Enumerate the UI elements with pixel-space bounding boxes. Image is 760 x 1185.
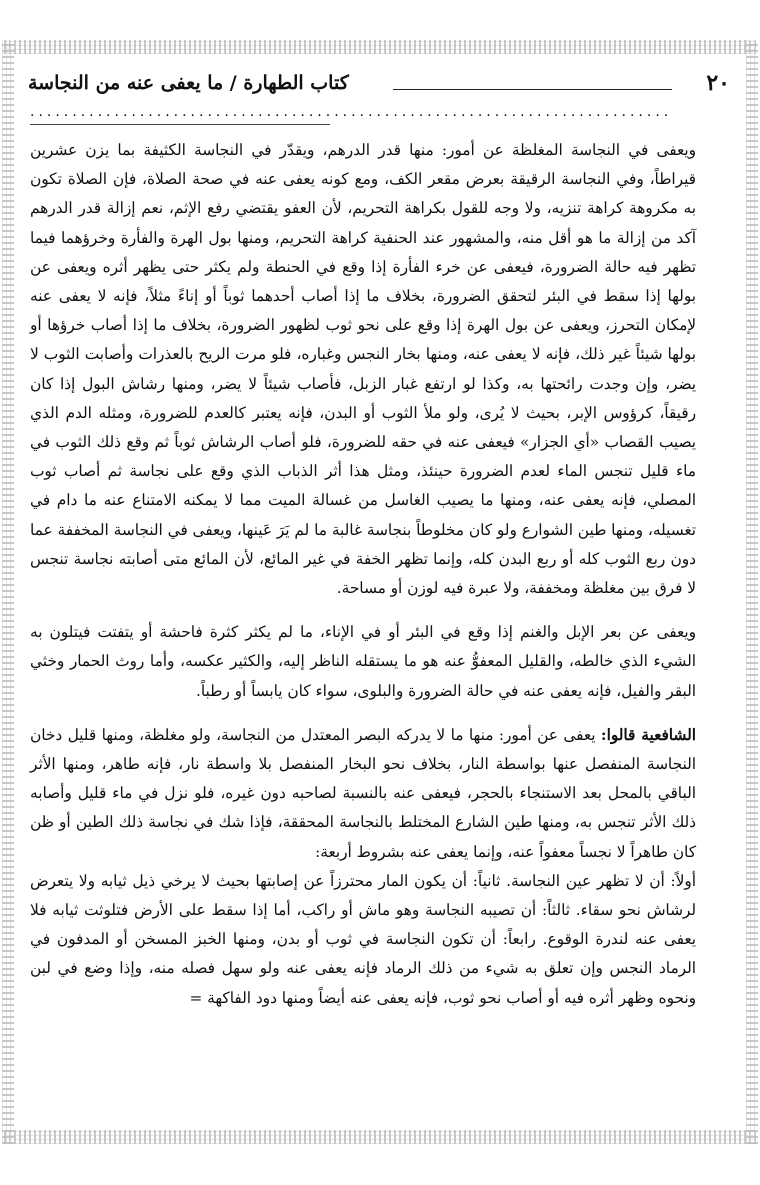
decorative-border-right	[746, 40, 758, 1144]
page-body	[30, 136, 696, 1013]
paragraph-shafii: الشافعية قالوا: يعفى عن أمور: منها ما لا يدركه البصر المعتدل من النجاسة، ولو مغلظة، ومنها قليل دخان النجاسة المنفصل عنها بواسطة النار، بخلاف نحو البخار المنفصل بلا واسطة نار، فإنه طاهر، ومنها الأثر الباقي بالمحل بعد الاستنجاء بالحجر، فيعفى عنه بالنسبة لصاحبه دون غيره، فلو نزل في ماء قليل وأصابه ذلك الأثر تنجس به، ومنها طين الشارع المختلط بالنجاسة المحققة، فإذا شك في نجاسة ذلك الطين أو ظن كان طاهراً لا نجساً معفواً عنه، وإنما يعفى عنه بشروط أربعة:	[30, 725, 696, 861]
page-header	[28, 70, 730, 104]
paragraph-hanafi-mughallaza: ويعفى في النجاسة المغلظة عن أمور: منها قدر الدرهم، ويقدّر في النجاسة الكثيفة بما يزن عشرين قيراطاً، وفي النجاسة الرقيقة بعرض مقعر الكف، ومع كونه يعفى عنه في صحة الصلاة، فإن الصلاة تكون به مكروهة كراهة تنزيه، ولا وجه للقول بكراهة التحريم، لأن العفو يقتضي رفع الإثم، نعم إزالة قدر الدرهم آكد من إزالة ما هو أقل منه، والمشهور عند الحنفية كراهة التحريم، ومنها بول الهرة والفأرة وخرؤهما فيما تظهر فيه حالة الضرورة، فيعفى عن خرء الفأرة إذا وقع في الحنطة ولم يكثر حتى يظهر أثره ويعفى عن بولها إذا سقط في البئر لتحقق الضرورة، بخلاف ما إذا أصاب أحدهما ثوباً أو إناءً مثلاً، فإنه لا يعفى عنه لإمكان التحرز، ويعفى عن بول الهرة إذا وقع على نحو ثوب لظهور الضرورة، بخلاف ما إذا أصاب خرؤها أو بولها شيئاً غير ذلك، فإنه لا يعفى عنه، ومنها بخار النجس وغباره، فلو مرت الريح بالعذرات وأصابت الثوب لا يضر، وإن وجدت رائحتها به، وكذا لو ارتفع غبار الزبل، فأصاب شيئاً لا يضر، ومنها رشاش البول إذا كان رقيقاً، كرؤوس الإبر، بحيث لا يُرى، ولو ملأ الثوب أو البدن، فإنه يعتبر كالعدم للضرورة، ومثله الدم الذي يصيب القصاب «أي الجزار» فيعفى عنه في حقه للضرورة، فلو أصاب الرشاش ثوباً ثم وقع ذلك الثوب في ماء قليل تنجس الماء لعدم الضرورة حينئذ، ومثل هذا أثر الذباب الذي وقع على نجاسة ثم أصاب ثوب المصلي، فإنه يعفى عنه، ومنها ما يصيب الغاسل من غسالة الميت مما لا يمكنه الامتناع عنه ما دام في تغسيله، ومنها طين الشوارع ولو كان مخلوطاً بنجاسة غالبة ما لم يَرَ عَينها، ويعفى في النجاسة المخففة عما دون ربع الثوب كله أو ربع البدن كله، وإنما تظهر الخفة في غير المائع، لأن المائع متى أصابته نجاسة تنجس لا فرق بين مغلظة ومخففة، ولا عبرة فيه لوزن أو مساحة.	[30, 141, 696, 598]
decorative-border-top	[4, 40, 756, 54]
header-rule	[393, 89, 672, 90]
school-heading-shafii: الشافعية قالوا:	[600, 725, 696, 744]
running-title: كتاب الطهارة / ما يعفى عنه من النجاسة	[28, 72, 349, 94]
paragraph-conditions: أولاً: أن لا تظهر عين النجاسة. ثانياً: أن يكون المار محترزاً عن إصابتها بحيث لا يرخي ذيل ثيابه ولا يتعرض لرشاش نحو سقاء. ثالثاً: أن تصيبه النجاسة وهو ماش أو راكب، أما إذا سقط على الأرض فتلوثت ثيابه فلا يعفى عنه لندرة الوقوع. رابعاً: أن تكون النجاسة في ثوب أو بدن، ومنها الخبز المسخن أو المدفون في الرماد النجس وإن تعلق به شيء من ذلك الرماد فإنه يعفى عنه ولو سهل فصله منه، وإذا وضع في لبن ونحوه وظهر أثره فيه أو أصاب نحو ثوب، فإنه يعفى عنه أيضاً ومنها دود الفاكهة =	[30, 871, 696, 1007]
page-number: ٢٠	[706, 70, 730, 96]
paragraph-camel-dung: ويعفى عن بعر الإبل والغنم إذا وقع في البئر أو في الإناء، ما لم يكثر كثرة فاحشة أو يتفتت فيتلون به الشيء الذي خالطه، والقليل المعفوُّ عنه هو ما يستقله الناظر إليه، والكثير عكسه، وأما روث الحمار وخثي البقر والفيل، فإنه يعفى عنه في حالة الضرورة والبلوى، سواء كان يابساً أو رطباً.	[30, 623, 696, 700]
decorative-border-bottom	[4, 1130, 756, 1144]
dotted-separator: ............................................................................	[30, 104, 673, 118]
separator-line	[30, 124, 330, 125]
decorative-border-left	[2, 40, 14, 1144]
